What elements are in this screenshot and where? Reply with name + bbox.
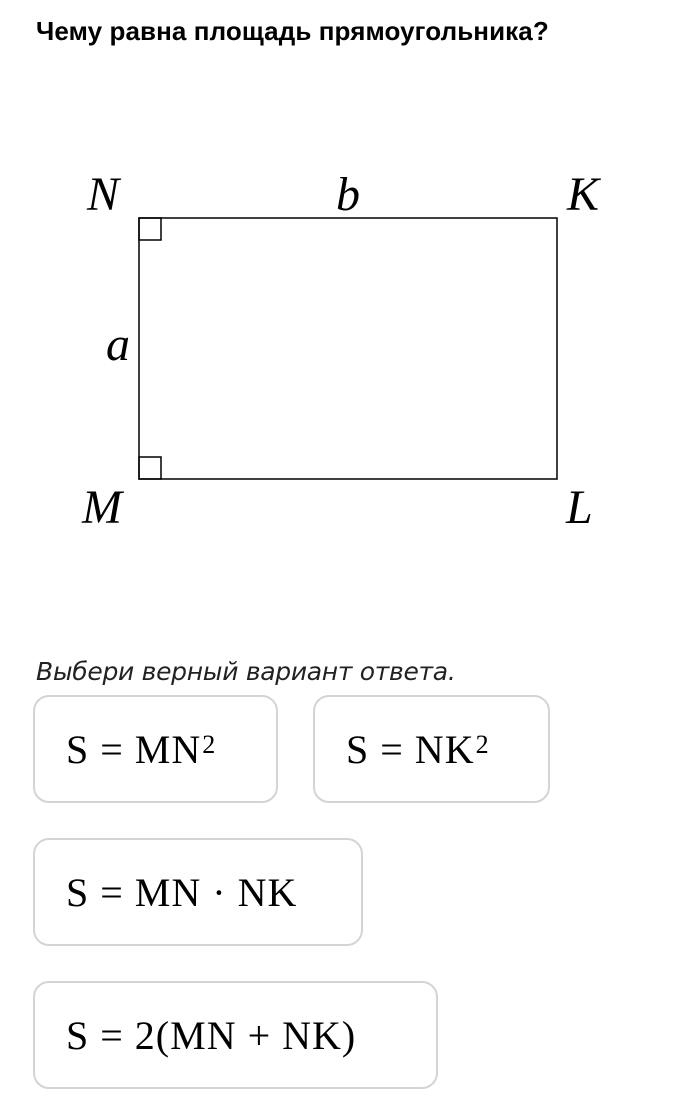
vertex-label-k: K: [567, 168, 600, 221]
vertex-label-m: M: [82, 481, 122, 534]
answer-option-2-exponent: 2: [475, 730, 490, 759]
vertex-label-l: L: [566, 481, 593, 534]
answer-option-2[interactable]: [313, 695, 550, 803]
right-angle-mark-m: [139, 457, 161, 479]
rectangle-figure: [0, 150, 689, 550]
vertex-label-n: N: [87, 168, 120, 221]
rectangle-diagram: [0, 150, 689, 550]
answer-option-1-exponent: 2: [202, 730, 217, 759]
answer-option-4-formula: S = 2(MN + NK): [66, 1012, 357, 1058]
answer-option-4[interactable]: [33, 981, 438, 1089]
answer-option-3[interactable]: [33, 838, 363, 946]
side-label-b: b: [336, 168, 360, 221]
instruction-text: Выбери верный вариант ответа.: [36, 657, 456, 686]
answer-option-1-formula: S = MN: [66, 726, 202, 772]
side-label-a: a: [106, 318, 130, 371]
answer-option-1[interactable]: [33, 695, 278, 803]
question-title: Чему равна площадь прямоугольника?: [36, 16, 549, 46]
answer-option-3-formula: S = MN · NK: [66, 869, 298, 915]
answer-option-2-formula: S = NK: [346, 726, 475, 772]
rectangle-shape: [139, 218, 557, 479]
right-angle-mark-n: [139, 218, 161, 240]
